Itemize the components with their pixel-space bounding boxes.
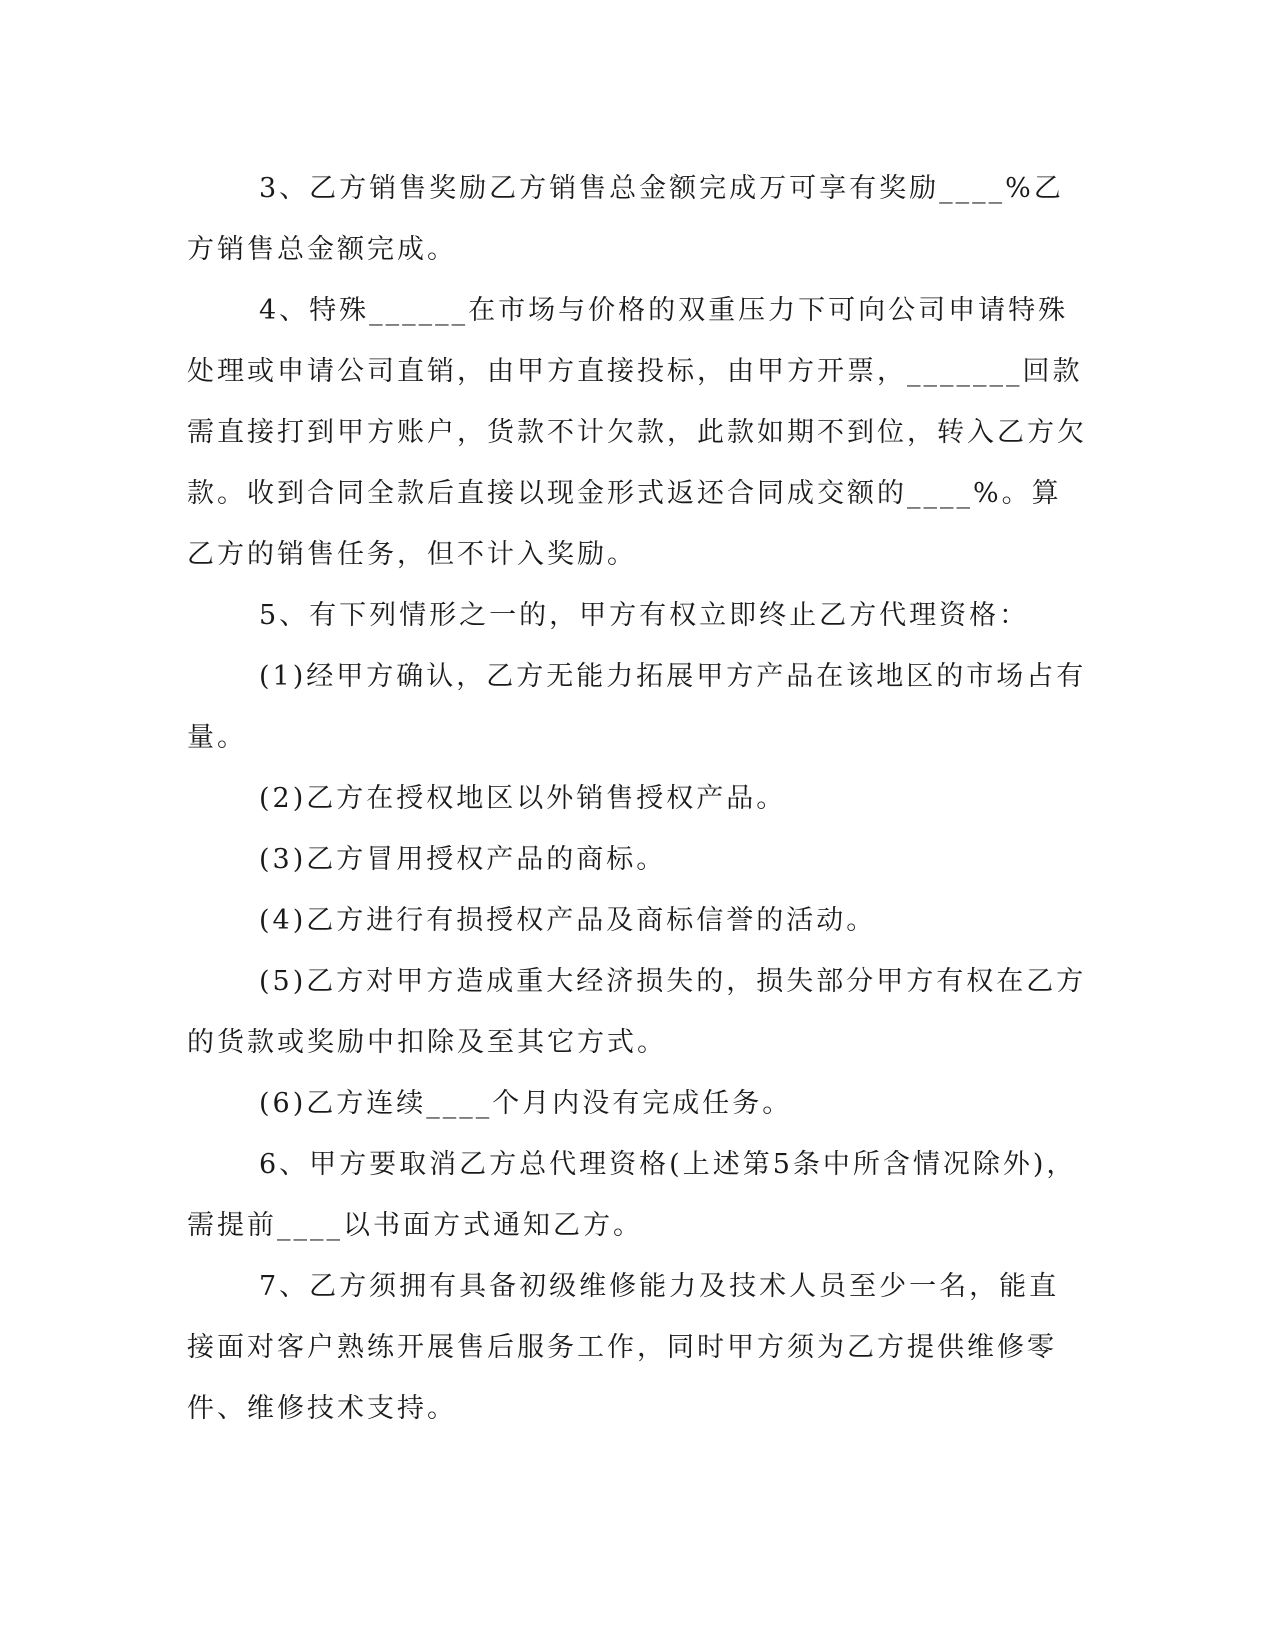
clause-5-item-4: (4)乙方进行有损授权产品及商标信誉的活动。 [259,905,877,936]
document-page [187,158,1087,1439]
clause-7: 7、乙方须拥有具备初级维修能力及技术人员至少一名，能直接面对客户熟练开展售后服务工作，同时甲方须为乙方提供维修零件、维修技术支持。 [187,1271,1060,1424]
clause-4: 4、特殊______在市场与价格的双重压力下可向公司申请特殊处理或申请公司直销，由甲方直接投标，由甲方开票，_______回款需直接打到甲方账户，货款不计欠款，此款如期不到位，转入乙方欠款。收到合同全款后直接以现金形式返还合同成交额的____%。算乙方的销售任务，但不计入奖励。 [187,295,1087,570]
clause-5: 5、有下列情形之一的，甲方有权立即终止乙方代理资格： [259,600,1030,631]
clause-5-item-1: (1)经甲方确认，乙方无能力拓展甲方产品在该地区的市场占有量。 [187,661,1087,753]
clause-5-item-6: (6)乙方连续____个月内没有完成任务。 [259,1088,793,1119]
clause-5-item-2: (2)乙方在授权地区以外销售授权产品。 [259,783,787,814]
clause-5-item-5: (5)乙方对甲方造成重大经济损失的，损失部分甲方有权在乙方的货款或奖励中扣除及至其它方式。 [187,966,1087,1058]
clause-3: 3、乙方销售奖励乙方销售总金额完成万可享有奖励____%乙方销售总金额完成。 [187,173,1064,265]
clause-5-item-3: (3)乙方冒用授权产品的商标。 [259,844,667,875]
clause-6: 6、甲方要取消乙方总代理资格(上述第5条中所含情况除外)，需提前____以书面方式通知乙方。 [187,1149,1077,1241]
